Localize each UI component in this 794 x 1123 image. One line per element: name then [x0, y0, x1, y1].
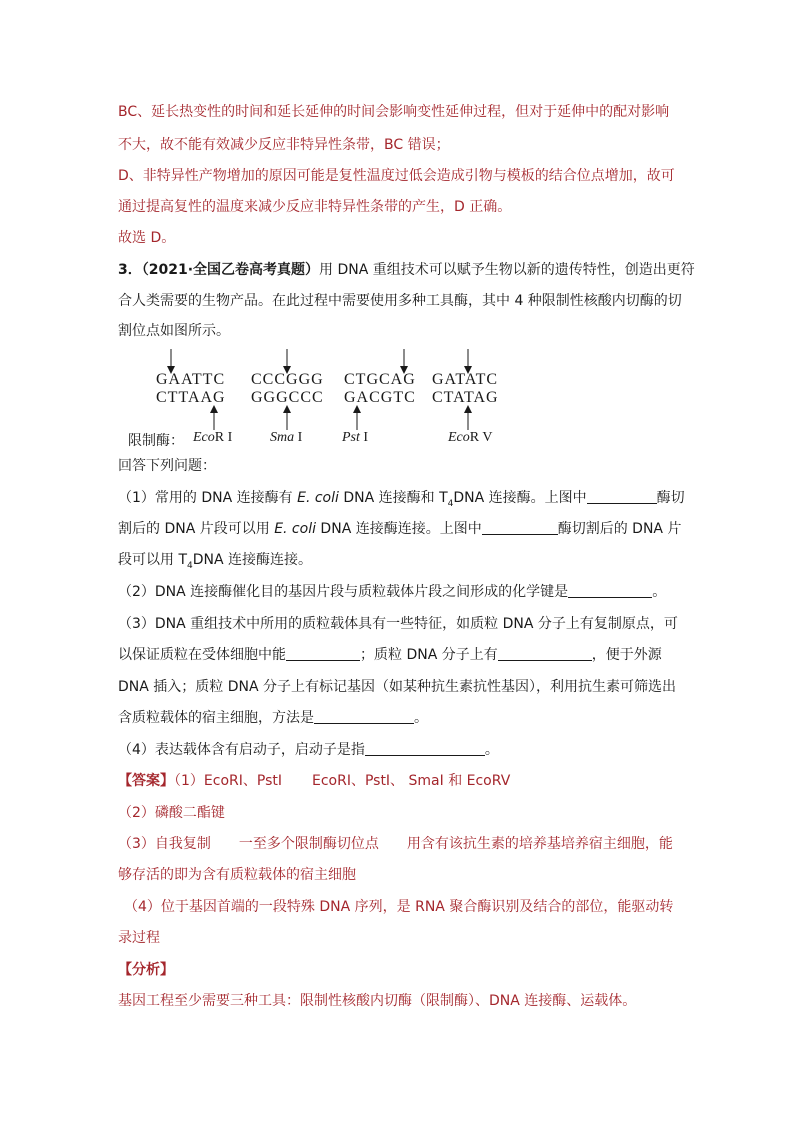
sub2-line-1: （2）DNA 连接酶催化目的基因片段与质粒载体片段之间形成的化学键是 。 [118, 584, 667, 600]
sub1-line-3: 段可以用 $T_4DNA$ 连接酶连接。 [118, 552, 313, 571]
question-source: （2021·全国乙卷高考真题） [141, 262, 320, 278]
enzyme-name-smai: Sma I [270, 430, 303, 445]
sub1-blank-2[interactable] [482, 520, 558, 535]
analysis-prev-line-2: 不大，故不能有效减少反应非特异性条带，BC 错误； [118, 137, 450, 153]
prev-choice: 故选 D。 [118, 230, 176, 246]
sub3-line-4: 含质粒载体的宿主细胞，方法是 。 [118, 710, 428, 726]
sub3-line-3: DNA 插入；质粒 DNA 分子上有标记基因（如某种抗生素抗性基因），利用抗生素可筛选出 [118, 679, 677, 695]
psti-bottom-strand: GACGTC [344, 389, 416, 406]
analysis-prev-line-4: 通过提高复性的温度来减少反应非特异性条带的产生，D 正确。 [118, 199, 512, 215]
ecorv-bottom-strand: CTATAG [432, 389, 499, 406]
question-stem-line-3: 割位点如图所示。 [118, 323, 230, 339]
psti-top-strand: CTGCAG [344, 371, 416, 388]
prompt: 回答下列问题： [118, 458, 216, 474]
enzyme-name-ecorv: EcoR V [448, 430, 493, 445]
answer-tag: 【答案】 [118, 773, 174, 789]
analysis-prev-line-3: D、非特异性产物增加的原因可能是复性温度过低会造成引物与模板的结合位点增加，故可 [118, 168, 675, 184]
analysis-prev-line-1: BC、延长热变性的时间和延长延伸的时间会影响变性延伸过程，但对于延伸中的配对影响 [118, 104, 670, 120]
answer-line-5: （4）位于基因首端的一段特殊 DNA 序列，是 RNA 聚合酶识别及结合的部位，能驱动转 [124, 899, 674, 915]
figure-label: 限制酶： [128, 433, 184, 449]
sub3-line-2: 以保证质粒在受体细胞中能 ；质粒 DNA 分子上有 ，便于外源 [118, 647, 662, 663]
enzyme-name-ecori: EcoR I [193, 430, 233, 445]
answer-line-1: 【答案】（1）EcoRI、PstI EcoRI、PstI、 SmaI 和 EcoRV [118, 773, 511, 789]
answer-line-2: （2）磷酸二酯键 [118, 805, 225, 821]
sub3-line-1: （3）DNA 重组技术中所用的质粒载体具有一些特征，如质粒 DNA 分子上有复制原点，可 [118, 616, 678, 632]
answer-line-4: 够存活的即为含有质粒载体的宿主细胞 [118, 867, 356, 883]
question-number: 3． [118, 262, 142, 278]
sub4-line-1: （4）表达载体含有启动子，启动子是指 。 [118, 742, 499, 758]
sub4-blank[interactable] [365, 741, 485, 756]
sub1-line-1: （1）常用的 DNA 连接酶有 E. coli DNA 连接酶和 $T_4DNA$ 连接酶。上图中 酶切 [118, 490, 685, 509]
smai-bottom-strand: GGGCCC [251, 389, 324, 406]
sub2-blank[interactable] [568, 583, 652, 598]
ecori-bottom-strand: CTTAAG [156, 389, 226, 406]
sub3-blank-3[interactable] [314, 709, 414, 724]
smai-top-strand: CCCGGG [251, 371, 324, 388]
question-stem-line-2: 合人类需要的生物产品。在此过程中需要使用多种工具酶，其中 4 种限制性核酸内切酶的切 [118, 293, 682, 309]
sub3-blank-2[interactable] [498, 646, 592, 661]
answer-line-3: （3）自我复制 一至多个限制酶切位点 用含有该抗生素的培养基培养宿主细胞，能 [118, 836, 673, 852]
analysis-tag: 【分析】 [118, 962, 174, 978]
sub1-blank-1[interactable] [587, 489, 657, 504]
sub1-line-2: 割后的 DNA 片段可以用 E. coli DNA 连接酶连接。上图中 酶切割后的 DNA 片 [118, 521, 682, 537]
question-stem-text: 用 DNA 重组技术可以赋予生物以新的遗传特性，创造出更符 [319, 262, 695, 278]
ecorv-top-strand: GATATC [432, 371, 499, 388]
enzyme-name-psti: Pst I [342, 430, 369, 445]
sub3-blank-1[interactable] [286, 646, 360, 661]
answer-line-6: 录过程 [118, 930, 160, 946]
analysis-line-1: 基因工程至少需要三种工具：限制性核酸内切酶（限制酶）、DNA 连接酶、运载体。 [118, 993, 637, 1009]
ecori-top-strand: GAATTC [156, 371, 226, 388]
